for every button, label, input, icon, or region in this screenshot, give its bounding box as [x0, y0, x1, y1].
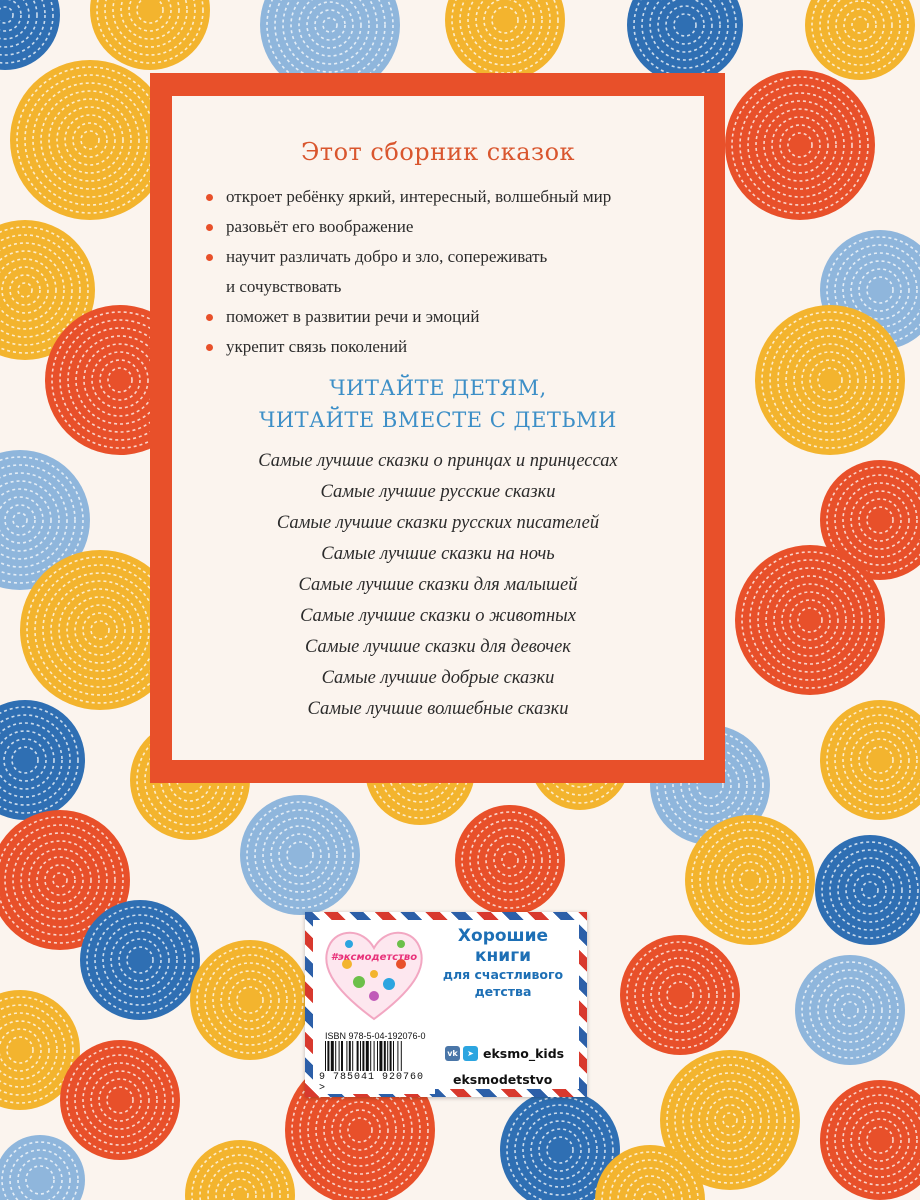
- barcode-digits: 9 785041 920760 >: [319, 1072, 435, 1094]
- dotted-circle: [10, 60, 170, 220]
- series-title: Самые лучшие сказки русских писателей: [276, 513, 600, 533]
- benefits-list: [206, 182, 686, 362]
- sticker-slogan-line: для счастливого: [442, 967, 564, 982]
- barcode-bar: [379, 1041, 382, 1071]
- dotted-circle: [627, 0, 743, 83]
- barcode-bar: [374, 1041, 375, 1071]
- dotted-circle: [735, 545, 885, 695]
- benefit-text: разовьёт его воображение: [226, 217, 414, 236]
- bullet-icon: [206, 194, 213, 201]
- barcode-bar: [366, 1041, 369, 1071]
- social-links: [445, 1045, 575, 1097]
- series-title: Самые лучшие сказки для девочек: [305, 637, 571, 657]
- series-title: Самые лучшие сказки для малышей: [298, 575, 578, 595]
- barcode-bar: [393, 1041, 394, 1071]
- series-title: Самые лучшие добрые сказки: [321, 668, 555, 688]
- dotted-circle: [685, 815, 815, 945]
- barcode-bar: [390, 1041, 392, 1071]
- sticker-slogan-line: детства: [474, 984, 532, 999]
- barcode-bar: [349, 1041, 351, 1071]
- barcode-bar: [377, 1041, 378, 1071]
- panel-title: Этот сборник сказок: [300, 138, 576, 166]
- benefit-item: [206, 212, 686, 242]
- benefit-item: [206, 332, 686, 362]
- series-title: Самые лучшие сказки о принцах и принцессах: [258, 451, 618, 471]
- series-list: [172, 446, 704, 725]
- barcode-bar: [331, 1041, 334, 1071]
- barcode-bar: [335, 1041, 336, 1071]
- benefit-text: откроет ребёнку яркий, интересный, волшебный мир: [226, 187, 612, 206]
- bullet-icon: [206, 224, 213, 231]
- barcode-bar: [384, 1041, 386, 1071]
- dotted-circle: [620, 935, 740, 1055]
- series-title: Самые лучшие сказки на ночь: [321, 544, 555, 564]
- dotted-circle: [0, 0, 60, 70]
- barcode-bar: [327, 1041, 329, 1071]
- barcode-bar: [370, 1041, 371, 1071]
- dotted-circle: [455, 805, 565, 915]
- social-row-site: [445, 1071, 575, 1091]
- series-title: Самые лучшие волшебные сказки: [307, 699, 569, 719]
- sticker-slogan: [433, 926, 573, 1000]
- sticker-slogan-line: Хорошие: [457, 926, 549, 946]
- bullet-icon: [206, 344, 213, 351]
- barcode-bar: [352, 1041, 353, 1071]
- dotted-circle: [190, 940, 310, 1060]
- text-panel: [172, 96, 704, 760]
- dotted-circle: [815, 835, 920, 945]
- barcode-bar: [346, 1041, 347, 1071]
- dotted-circle: [0, 700, 85, 820]
- barcode-bar: [360, 1041, 361, 1071]
- dotted-circle: [80, 900, 200, 1020]
- dotted-circle: [725, 70, 875, 220]
- bullet-icon: [206, 314, 213, 321]
- publisher-sticker: [305, 912, 587, 1097]
- vk-icon: vk: [445, 1046, 460, 1061]
- slogan-line: ЧИТАЙТЕ ДЕТЯМ,: [329, 376, 547, 400]
- telegram-icon: ➤: [463, 1046, 478, 1061]
- reading-slogan: [172, 372, 704, 436]
- social-row-vk: [445, 1045, 575, 1065]
- benefit-text: и сочувствовать: [226, 277, 342, 296]
- bullet-icon: [206, 254, 213, 261]
- benefit-item: [206, 182, 686, 212]
- dotted-circle: [755, 305, 905, 455]
- heart-icon: [319, 924, 429, 1024]
- dotted-circle: [795, 955, 905, 1065]
- dotted-circle: [185, 1140, 295, 1200]
- barcode-bar: [387, 1041, 388, 1071]
- dotted-circle: [240, 795, 360, 915]
- dotted-circle: [820, 700, 920, 820]
- social-handle[interactable]: eksmodetstvo: [453, 1072, 553, 1087]
- sticker-slogan-line: книги: [475, 946, 531, 966]
- series-title: Самые лучшие сказки о животных: [300, 606, 576, 626]
- dotted-circle: [0, 1135, 85, 1200]
- benefit-text: научит различать добро и зло, сопереживать: [226, 247, 548, 266]
- social-handle[interactable]: eksmo_kids: [483, 1046, 565, 1061]
- barcode-bar: [357, 1041, 359, 1071]
- barcode-bar: [362, 1041, 364, 1071]
- benefit-text: поможет в развитии речи и эмоций: [226, 307, 480, 326]
- barcode-bar: [339, 1041, 340, 1071]
- hashtag-text: #эксмодетство: [330, 952, 418, 963]
- benefit-item: [206, 302, 686, 332]
- heart-logo: [319, 924, 429, 1024]
- series-title: Самые лучшие русские сказки: [320, 482, 556, 502]
- slogan-line: ЧИТАЙТЕ ВМЕСТЕ С ДЕТЬМИ: [259, 408, 617, 432]
- barcode-bar: [401, 1041, 402, 1071]
- benefit-item: [206, 242, 686, 272]
- dotted-circle: [90, 0, 210, 70]
- dotted-circle: [445, 0, 565, 80]
- dotted-circle: [60, 1040, 180, 1160]
- isbn-text: ISBN 978-5-04-192076-0: [325, 1031, 426, 1041]
- barcode-bar: [397, 1041, 398, 1071]
- benefit-text: укрепит связь поколений: [226, 337, 408, 356]
- dotted-circle: [805, 0, 915, 80]
- dotted-circle: [820, 1080, 920, 1200]
- benefit-continuation: [206, 272, 686, 302]
- barcode-bar: [325, 1041, 326, 1071]
- barcode-bar: [341, 1041, 343, 1071]
